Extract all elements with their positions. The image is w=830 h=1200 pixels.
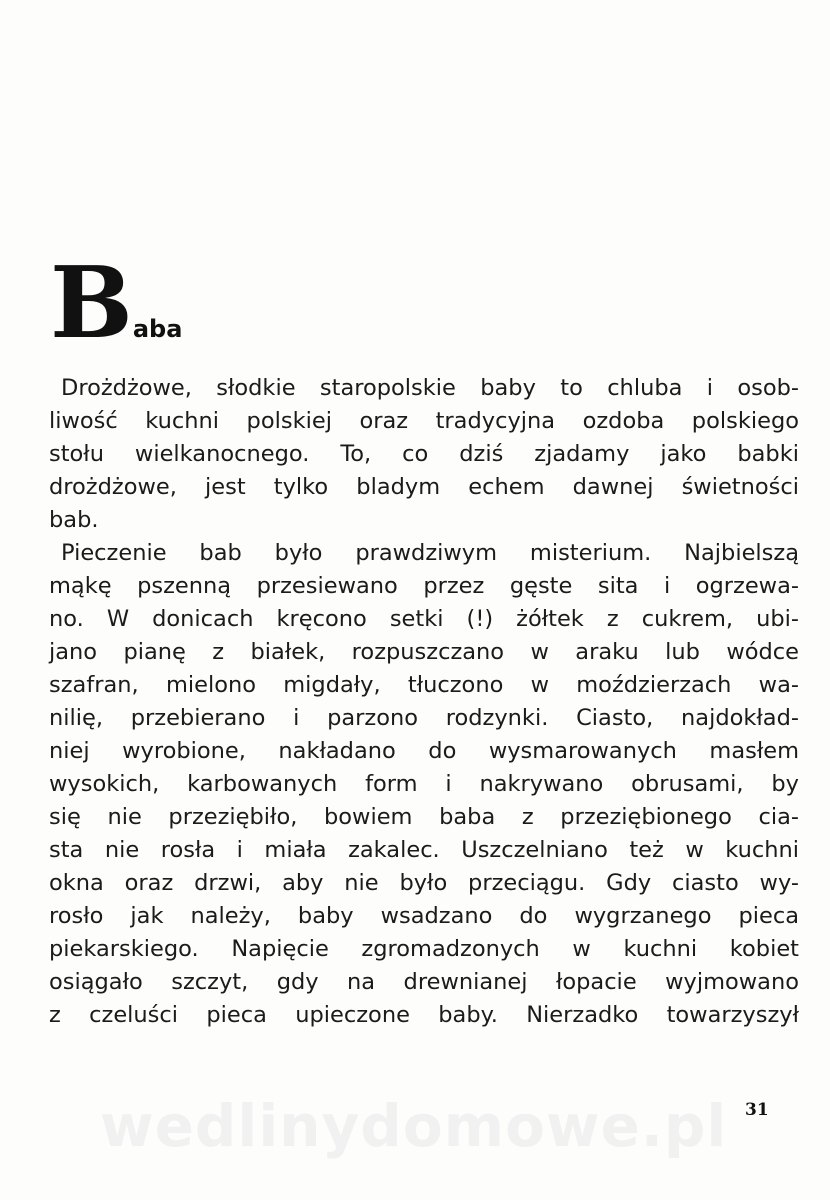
text-line: się nie przeziębiło, bowiem baba z przeziębionego cia- bbox=[49, 804, 799, 830]
text-line: stołu wielkanocnego. To, co dziś zjadamy jako babki bbox=[49, 441, 799, 467]
text-line: no. W donicach kręcono setki (!) żółtek z cukrem, ubi- bbox=[49, 606, 799, 632]
section-heading bbox=[50, 246, 183, 361]
paragraph-2 bbox=[49, 537, 799, 1032]
text-line: osiągało szczyt, gdy na drewnianej łopacie wyjmowano bbox=[49, 969, 799, 995]
text-line: z czeluści pieca upieczone baby. Nierzadko towarzyszył bbox=[49, 1002, 799, 1028]
watermark: wedlinydomowe.pl bbox=[100, 1092, 728, 1160]
text-line: Pieczenie bab było prawdziwym misterium. Najbielszą bbox=[61, 540, 799, 566]
text-line: szafran, mielono migdały, tłuczono w moździerzach wa- bbox=[49, 672, 799, 698]
text-line: piekarskiego. Napięcie zgromadzonych w kuchni kobiet bbox=[49, 936, 799, 962]
text-line: sta nie rosła i miała zakalec. Uszczelniano też w kuchni bbox=[49, 837, 799, 863]
drop-cap-letter: B bbox=[50, 246, 131, 361]
page-number: 31 bbox=[745, 1100, 769, 1120]
paragraph-1 bbox=[49, 372, 799, 537]
text-line: bab. bbox=[49, 507, 99, 533]
text-line: mąkę pszenną przesiewano przez gęste sita i ogrzewa- bbox=[49, 573, 799, 599]
text-line: nilię, przebierano i parzono rodzynki. Ciasto, najdokład- bbox=[49, 705, 799, 731]
text-line: drożdżowe, jest tylko bladym echem dawnej świetności bbox=[49, 474, 799, 500]
text-line: rosło jak należy, baby wsadzano do wygrzanego pieca bbox=[49, 903, 799, 929]
text-line: liwość kuchni polskiej oraz tradycyjna ozdoba polskiego bbox=[49, 408, 799, 434]
text-line: okna oraz drzwi, aby nie było przeciągu. Gdy ciasto wy- bbox=[49, 870, 799, 896]
body-text bbox=[49, 372, 799, 1032]
text-line: niej wyrobione, nakładano do wysmarowanych masłem bbox=[49, 738, 799, 764]
text-line: jano pianę z białek, rozpuszczano w araku lub wódce bbox=[49, 639, 799, 665]
text-line: Drożdżowe, słodkie staropolskie baby to chluba i osob- bbox=[61, 375, 799, 401]
text-line: wysokich, karbowanych form i nakrywano obrusami, by bbox=[49, 771, 799, 797]
heading-rest: aba bbox=[132, 315, 183, 343]
